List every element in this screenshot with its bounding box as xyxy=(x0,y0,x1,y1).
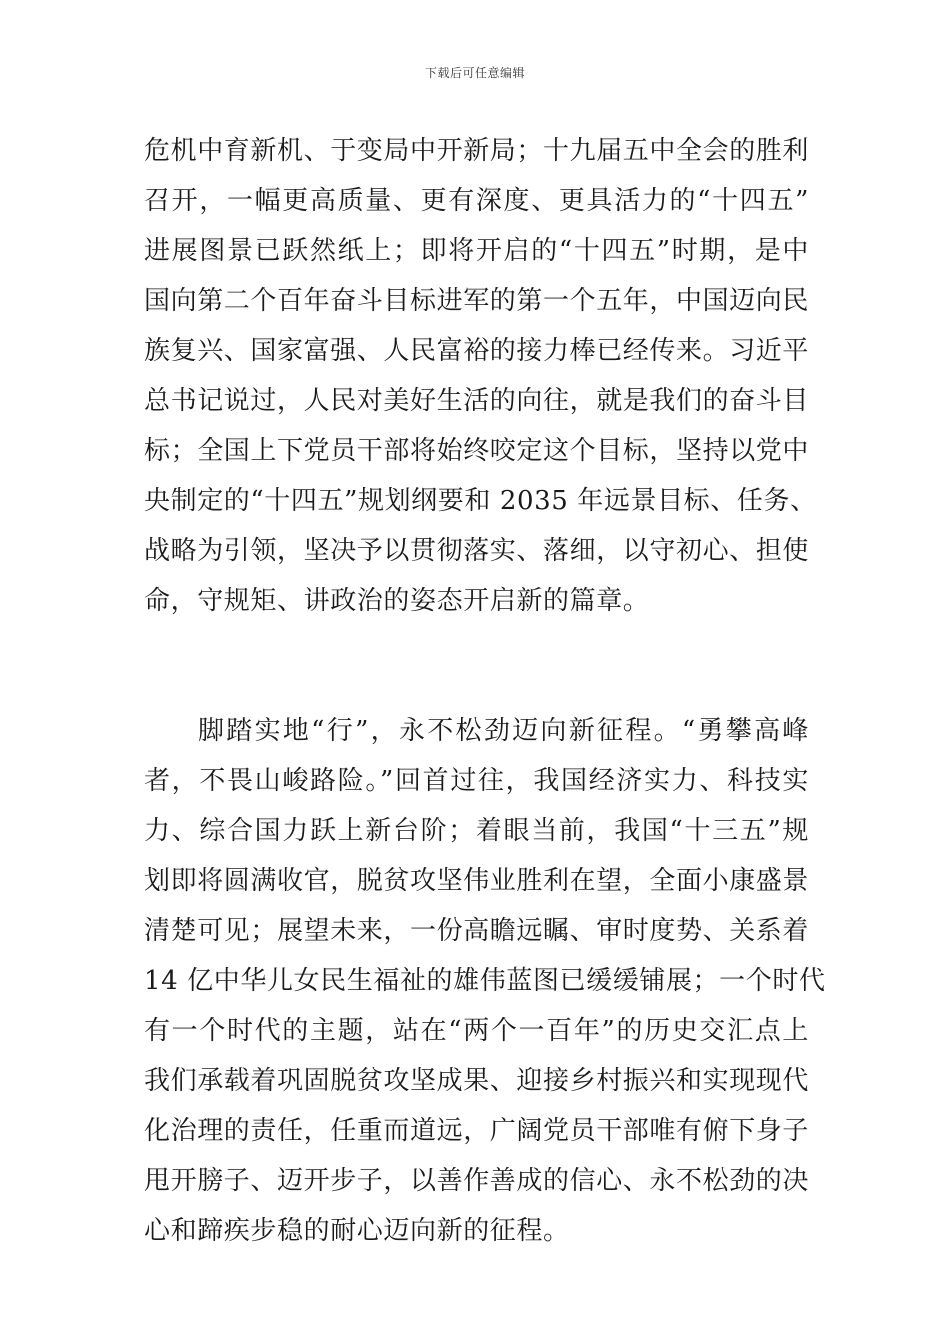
paragraph-line: 标；全国上下党员干部将始终咬定这个目标，坚持以党中 xyxy=(144,436,810,466)
paragraph-line: 危机中育新机、于变局中开新局；十九届五中全会的胜利 xyxy=(144,136,810,166)
paragraph-spacer xyxy=(144,626,809,706)
paragraph-line: 国向第二个百年奋斗目标进军的第一个五年，中国迈向民 xyxy=(144,286,810,316)
paragraph-line: 我们承载着巩固脱贫攻坚成果、迎接乡村振兴和实现现代 xyxy=(144,1066,810,1096)
paragraph-line: 有一个时代的主题，站在“两个一百年”的历史交汇点上 xyxy=(144,1016,809,1046)
paragraph-line: 央制定的“十四五”规划纲要和 2035 年远景目标、任务、 xyxy=(144,486,817,516)
paragraph-line: 脚踏实地“行”，永不松劲迈向新征程。“勇攀高峰 xyxy=(198,716,809,746)
paragraph-line: 力、综合国力跃上新台阶；着眼当前，我国“十三五”规 xyxy=(144,816,809,846)
paragraph-1 xyxy=(144,126,817,626)
paragraph-line: 心和蹄疾步稳的耐心迈向新的征程。 xyxy=(144,1216,570,1246)
paragraph-line: 14 亿中华儿女民生福祉的雄伟蓝图已缓缓铺展；一个时代 xyxy=(144,966,826,996)
document-body xyxy=(144,126,826,1256)
paragraph-line: 划即将圆满收官，脱贫攻坚伟业胜利在望，全面小康盛景 xyxy=(144,866,810,896)
paragraph-line: 甩开膀子、迈开步子，以善作善成的信心、永不松劲的决 xyxy=(144,1166,810,1196)
paragraph-line: 战略为引领，坚决予以贯彻落实、落细，以守初心、担使 xyxy=(144,536,810,566)
paragraph-line: 清楚可见；展望未来，一份高瞻远瞩、审时度势、关系着 xyxy=(144,916,810,946)
paragraph-line: 命，守规矩、讲政治的姿态开启新的篇章。 xyxy=(144,586,650,616)
paragraph-line: 者，不畏山峻路险。”回首过往，我国经济实力、科技实 xyxy=(144,766,809,796)
paragraph-2 xyxy=(144,706,826,1256)
paragraph-line: 族复兴、国家富强、人民富裕的接力棒已经传来。习近平 xyxy=(144,336,810,366)
paragraph-line: 总书记说过，人民对美好生活的向往，就是我们的奋斗目 xyxy=(144,386,810,416)
page-header-note: 下载后可任意编辑 xyxy=(424,66,525,80)
paragraph-line: 进展图景已跃然纸上；即将开启的“十四五”时期，是中 xyxy=(144,236,809,266)
paragraph-line: 召开，一幅更高质量、更有深度、更具活力的“十四五” xyxy=(144,186,809,216)
paragraph-line: 化治理的责任，任重而道远，广阔党员干部唯有俯下身子 xyxy=(144,1116,810,1146)
